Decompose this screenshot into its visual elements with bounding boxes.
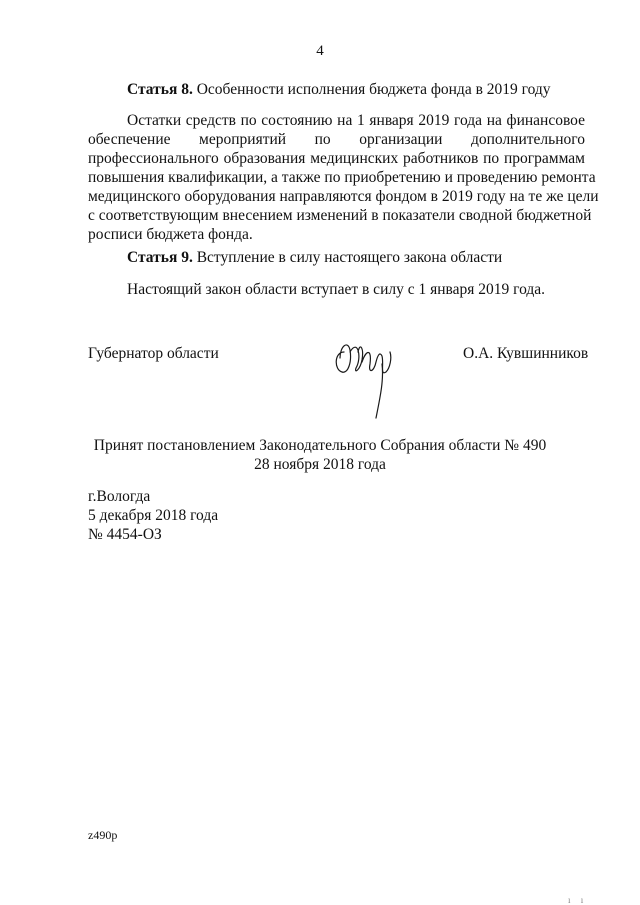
article-8-heading xyxy=(127,80,551,99)
law-number: № 4454-ОЗ xyxy=(88,526,162,543)
adoption-line-2: 28 ноября 2018 года xyxy=(254,456,386,473)
governor-title: Губернатор области xyxy=(88,345,219,362)
paragraph-line: Остатки средств по состоянию на 1 января 2019 года на финансовое xyxy=(127,112,585,129)
article-8-title: Особенности исполнения бюджета фонда в 2019 году xyxy=(192,81,551,98)
article-8-label: Статья 8. xyxy=(127,81,193,98)
signing-date: 5 декабря 2018 года xyxy=(88,507,219,524)
article-8-paragraph xyxy=(88,111,599,244)
corner-marks: ı ı xyxy=(568,895,588,905)
paragraph-line: профессионального образования медицинских работников по программам xyxy=(88,150,585,167)
page-number: 4 xyxy=(316,43,324,59)
article-9-paragraph: Настоящий закон области вступает в силу с 1 января 2019 года. xyxy=(127,281,546,298)
paragraph-line: росписи бюджета фонда. xyxy=(88,226,253,243)
paragraph-line: обеспечение мероприятий по организации дополнительного xyxy=(88,131,585,148)
paragraph-line: повышения квалификации, а также по приобретению и проведению ремонта xyxy=(88,169,596,186)
article-9-title: Вступление в силу настоящего закона области xyxy=(192,249,503,266)
footer-code: z490p xyxy=(88,828,118,842)
paragraph-line: с соответствующим внесением изменений в показатели сводной бюджетной xyxy=(88,207,592,224)
adoption-line-1: Принят постановлением Законодательного Собрания области № 490 xyxy=(93,437,547,454)
article-9-label: Статья 9. xyxy=(127,249,193,266)
handwritten-signature xyxy=(330,322,396,422)
city: г.Вологда xyxy=(88,488,151,505)
governor-name: О.А. Кувшинников xyxy=(463,345,589,362)
article-9-heading xyxy=(127,248,502,267)
paragraph-line: медицинского оборудования направляются фондом в 2019 году на те же цели xyxy=(88,188,599,205)
